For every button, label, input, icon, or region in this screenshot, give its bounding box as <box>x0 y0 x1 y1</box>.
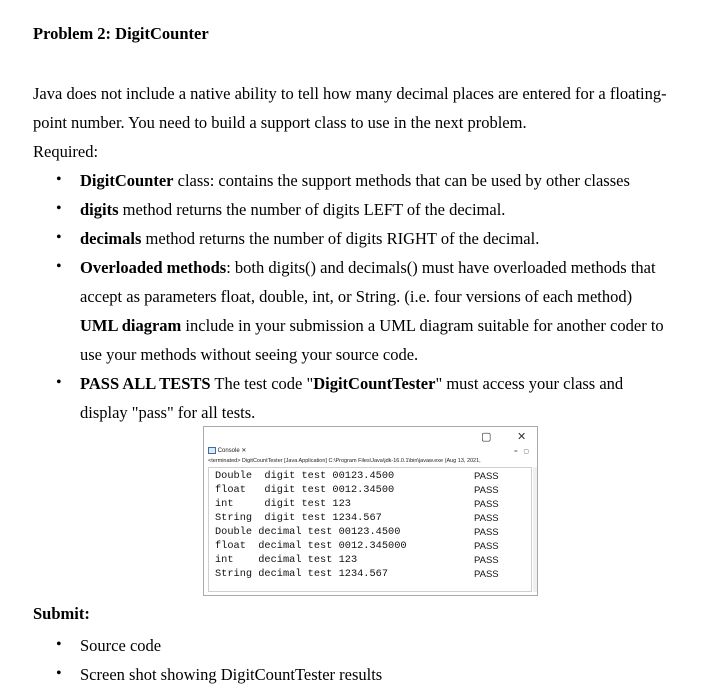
console-result: PASS <box>474 541 499 552</box>
console-row: float decimal test 0012.345000 <box>215 540 407 552</box>
bullet-pass-all-tests <box>80 374 623 394</box>
submit-item-source: Source code <box>80 636 162 655</box>
bullet-pass-cont: display "pass" for all tests. <box>80 403 256 422</box>
console-row: String decimal test 1234.567 <box>215 568 389 580</box>
console-icon <box>208 447 216 454</box>
intro-line-1: Java does not include a native ability to tell how many decimal places are entered for a floating- <box>33 84 667 103</box>
bullet-bold: DigitCounter <box>80 171 174 190</box>
console-output <box>208 467 532 592</box>
bullet-bold: decimals <box>80 229 142 248</box>
bullet-text: : both digits() and decimals() must have overloaded methods that <box>226 258 656 277</box>
bullet-dot: • <box>56 200 62 217</box>
bullet-text: class: contains the support methods that can be used by other classes <box>173 171 630 190</box>
console-result: PASS <box>474 555 499 566</box>
bullet-dot: • <box>56 171 62 188</box>
close-icon[interactable]: ✕ <box>517 431 527 443</box>
page-title: Problem 2: DigitCounter <box>33 24 209 43</box>
console-result: PASS <box>474 527 499 538</box>
bullet-text: The test code " <box>210 374 314 393</box>
tab-close-icon[interactable]: ✕ <box>241 448 247 455</box>
console-row: int decimal test 123 <box>215 554 358 566</box>
bullet-dot: • <box>56 665 62 682</box>
console-result: PASS <box>474 471 499 482</box>
submit-label: Submit: <box>33 604 90 623</box>
terminated-line: <terminated> DigitCountTester [Java Application] C:\Program Files\Java\jdk-16.0.1\bin\javaw.exe (Aug 13, 2021, <box>208 458 481 464</box>
bullet-dot: • <box>56 636 62 653</box>
console-tab[interactable] <box>208 447 246 454</box>
console-row: int digit test 123 <box>215 498 351 510</box>
console-result: PASS <box>474 513 499 524</box>
view-menu-icon[interactable]: = ▢ <box>514 449 531 455</box>
bullet-dot: • <box>56 374 62 391</box>
console-window <box>203 426 538 596</box>
console-result: PASS <box>474 499 499 510</box>
bullet-text: " must access your class and <box>435 374 624 393</box>
console-row: Double digit test 00123.4500 <box>215 470 395 482</box>
bullet-bold: DigitCountTester <box>313 374 436 393</box>
intro-line-2: point number. You need to build a support class to use in the next problem. <box>33 113 527 132</box>
console-result: PASS <box>474 485 499 496</box>
console-scrollbar[interactable] <box>533 467 537 592</box>
bullet-text: include in your submission a UML diagram suitable for another coder to <box>181 316 664 335</box>
console-result: PASS <box>474 569 499 580</box>
bullet-dot: • <box>56 229 62 246</box>
bullet-bold: digits <box>80 200 119 219</box>
bullet-overloaded-cont-1: accept as parameters float, double, int, or String. (i.e. four versions of each method) <box>80 287 633 306</box>
required-label: Required: <box>33 142 99 161</box>
bullet-decimals <box>80 229 539 249</box>
console-row: Double decimal test 00123.4500 <box>215 526 401 538</box>
bullet-dot: • <box>56 258 62 275</box>
console-row: String digit test 1234.567 <box>215 512 382 524</box>
bullet-text: method returns the number of digits RIGHT of the decimal. <box>141 229 540 248</box>
bullet-bold: UML diagram <box>80 316 182 335</box>
bullet-digitcounter <box>80 171 630 191</box>
bullet-bold: Overloaded methods <box>80 258 227 277</box>
console-tab-label: Console <box>217 448 240 455</box>
bullet-uml <box>80 316 664 336</box>
bullet-bold: PASS ALL TESTS <box>80 374 211 393</box>
submit-item-screenshot: Screen shot showing DigitCountTester results <box>80 665 383 684</box>
bullet-text: method returns the number of digits LEFT of the decimal. <box>118 200 506 219</box>
bullet-overloaded <box>80 258 656 278</box>
minimize-icon[interactable]: ▢ <box>481 431 492 443</box>
bullet-digits <box>80 200 505 220</box>
bullet-uml-cont: use your methods without seeing your source code. <box>80 345 419 364</box>
console-row: float digit test 0012.34500 <box>215 484 395 496</box>
